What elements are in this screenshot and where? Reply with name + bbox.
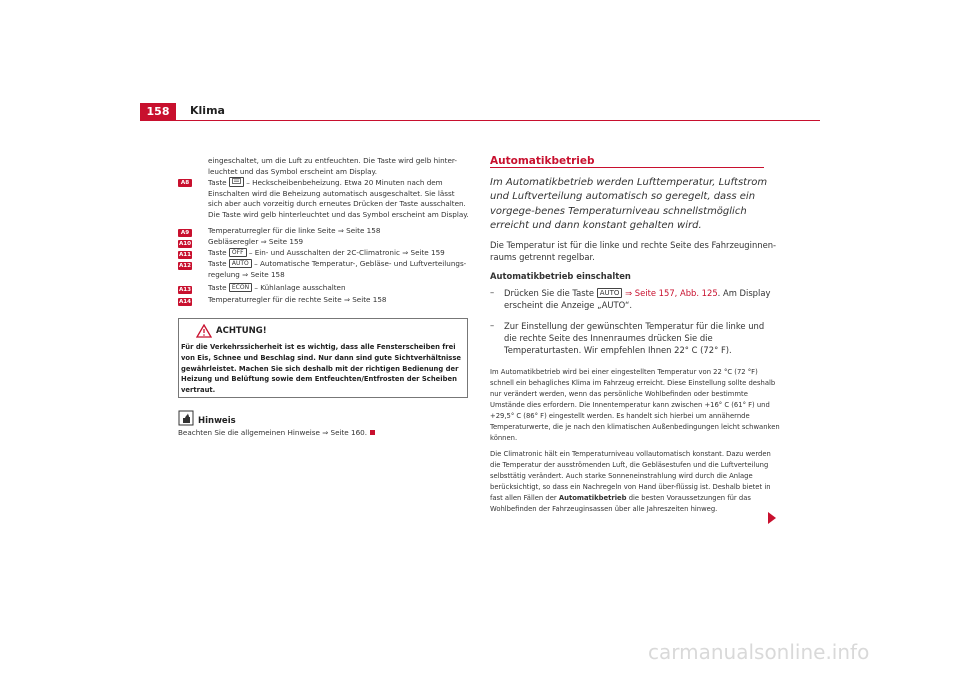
item-a9: Temperaturregler für die linke Seite ⇒ Seite 158 bbox=[208, 226, 381, 235]
marker-a9: A9 bbox=[178, 229, 192, 237]
warning-title: ACHTUNG! bbox=[216, 326, 267, 336]
hint-text: Beachten Sie die allgemeinen Hinweise ⇒ Seite 160. bbox=[178, 428, 468, 437]
next-page-arrow-icon[interactable] bbox=[768, 512, 776, 524]
marker-a11: A11 bbox=[178, 252, 192, 258]
chapter-title: Klima bbox=[190, 104, 225, 117]
step-dash-1: – bbox=[490, 287, 495, 297]
step-2: Zur Einstellung der gewünschten Temperatur für die linke und die rechte Seite des Innenraumes drücken Sie die Temperaturtasten. Wir empfehlen Ihnen 22° C (72° F). bbox=[504, 321, 765, 356]
warning-text: Für die Verkehrssicherheit ist es wichtig, dass alle Fensterscheiben frei von Eis, Schnee und Beschlag sind. Nur dann sind gute Sichtverhältnisse gewährleistet. Machen Sie sich deshalb mit der richtigen Bedienung der Heizung und Belüftung sowie dem Entfeuchten/Entfrosten der Scheiben vertraut. bbox=[181, 343, 461, 395]
auto-key-inline: AUTO bbox=[597, 288, 623, 298]
item-a12: Taste AUTO – Automatische Temperatur-, Gebläse- und Luftverteilungs-regelung ⇒ Seite 158 bbox=[208, 259, 467, 279]
item-a13: Taste ECON – Kühlanlage ausschalten bbox=[208, 283, 346, 292]
item-a8: Taste – Heckscheibenbeheizung. Etwa 20 Minuten nach dem Einschalten wird die Beheizung automatisch ausgeschaltet. Sie lässt sich aber auch vorzeitig durch erneutes Drücken der Taste ausschalten. Die Taste wird gelb hinterleuchtet und das Symbol erscheint am Display. bbox=[208, 178, 469, 219]
warning-triangle-icon bbox=[196, 323, 212, 342]
marker-a13: A13 bbox=[178, 287, 192, 293]
hint-title: Hinweis bbox=[198, 416, 236, 426]
item-a11: Taste OFF – Ein- und Ausschalten der 2C-Climatronic ⇒ Seite 159 bbox=[208, 248, 445, 257]
info-paragraph-2: Die Climatronic hält ein Temperaturniveau vollautomatisch konstant. Dazu werden die Temperatur der ausströmenden Luft, die Gebläsestufen und die Luftverteilung selbsttätig verändert. Auch starke Sonneneinstrahlung wird durch die Anlage berücksichtigt, so dass ein Nachregeln von Hand über-flüssig ist. Deshalb bietet in fast allen Fällen der Automatikbetrieb die besten Voraussetzungen für das Wohlbefinden der Fahrzeuginsassen über alle Jahreszeiten hinweg. bbox=[490, 450, 771, 513]
marker-a8: A8 bbox=[178, 179, 192, 187]
watermark: carmanualsonline.info bbox=[648, 640, 870, 664]
marker-a14: A14 bbox=[178, 299, 192, 305]
rear-window-heating-icon bbox=[229, 177, 244, 187]
page-number: 158 bbox=[140, 103, 176, 121]
info-paragraph-1: Im Automatikbetrieb wird bei einer eingestellten Temperatur von 22 °C (72 °F) schnell ein behagliches Klima im Fahrzeug erreicht. Diese Einstellung sollte deshalb nur verändert werden, wenn das persönliche Wohlbefinden oder bestimmte Umstände dies erfordern. Die Innentemperatur kann zwischen +16° C (61° F) und +29,5° C (86° F) eingestellt werden. Es handelt sich hierbei um annähernde Temperaturwerte, die je nach den klimatischen Außenbedingungen leicht schwanken können. bbox=[490, 368, 780, 442]
header-rule bbox=[176, 120, 820, 121]
step-dash-2: – bbox=[490, 320, 495, 330]
subsection-title: Automatikbetrieb einschalten bbox=[490, 271, 631, 281]
econ-key: ECON bbox=[229, 283, 252, 292]
item-a10: Gebläseregler ⇒ Seite 159 bbox=[208, 237, 304, 246]
section-title: Automatikbetrieb bbox=[490, 155, 595, 167]
page-reference-link[interactable]: ⇒ Seite 157, Abb. 125 bbox=[625, 288, 718, 298]
end-square-icon bbox=[370, 430, 375, 435]
marker-a12: A12 bbox=[178, 263, 192, 269]
section-rule bbox=[490, 167, 764, 168]
paragraph-1: Die Temperatur ist für die linke und rechte Seite des Fahrzeuginnen-raums getrennt regelbar. bbox=[490, 240, 777, 263]
marker-a10: A10 bbox=[178, 241, 192, 247]
hint-icon bbox=[178, 410, 194, 430]
item-a14: Temperaturregler für die rechte Seite ⇒ Seite 158 bbox=[208, 295, 387, 304]
off-key: OFF bbox=[229, 248, 247, 257]
auto-key: AUTO bbox=[229, 259, 252, 268]
continuation-text: eingeschaltet, um die Luft zu entfeuchten. Die Taste wird gelb hinter-leuchtet und das Symbol erscheint am Display. bbox=[208, 156, 458, 176]
section-intro: Im Automatikbetrieb werden Lufttemperatur, Luftstrom und Luftverteilung automatisch so geregelt, dass ein vorgege-benes Temperaturniveau schnellstmöglich erreicht und dann konstant gehalten wird. bbox=[490, 177, 768, 232]
step-1: Drücken Sie die Taste AUTO ⇒ Seite 157, Abb. 125. Am Display erscheint die Anzeige „AUTO“. bbox=[504, 288, 771, 311]
